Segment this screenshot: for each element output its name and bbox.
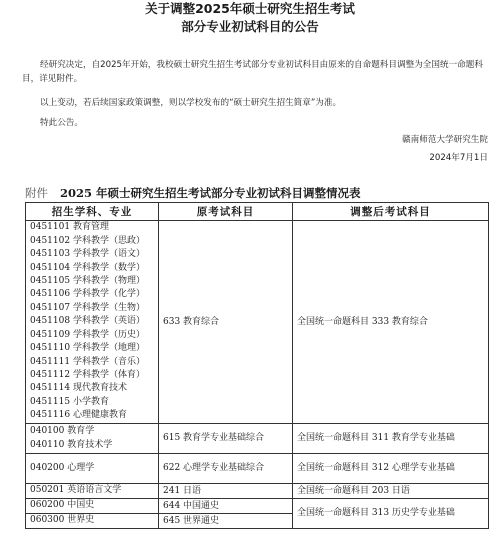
major-item: 0451103 学科教学（语文） <box>30 249 145 260</box>
annex-title-text: 2025 年硕士研究生招生考试部分专业初试科目调整情况表 <box>60 186 361 200</box>
major-item: 0451110 学科教学（地理） <box>30 343 145 354</box>
original-subject: 241 日语 <box>163 485 202 496</box>
major-item: 0451116 心理健康教育 <box>30 410 127 421</box>
notice-signer: 赣南师范大学研究生院 <box>402 135 488 145</box>
major-cell <box>26 499 159 514</box>
notice-title-line1: 关于调整2025年硕士研究生招生考试 <box>145 1 355 16</box>
major-item: 040100 教育学 <box>30 426 95 437</box>
adjusted-subject: 全国统一命题科目 311 教育学专业基础 <box>297 433 455 443</box>
table-row <box>26 484 489 499</box>
major-item: 0451111 学科教学（音乐） <box>30 356 145 367</box>
notice-paragraph-2: 以上变动，若后续国家政策调整，则以学校发布的“硕士研究生招生简章”为准。 <box>40 98 342 108</box>
major-item: 0451107 学科教学（生物） <box>30 302 145 313</box>
major-item: 0451101 教育管理 <box>30 222 109 233</box>
notice-header <box>0 0 500 36</box>
table-row <box>26 221 489 424</box>
original-subject: 644 中国通史 <box>163 500 220 511</box>
subject-adjustment-table <box>25 202 489 529</box>
table-row <box>26 424 489 454</box>
table-row <box>26 454 489 484</box>
annex-title <box>25 185 361 201</box>
original-subject-cell <box>159 499 293 514</box>
major-cell <box>26 514 159 529</box>
original-subject: 633 教育综合 <box>163 316 220 327</box>
original-subject: 622 心理学专业基础综合 <box>163 463 265 473</box>
annex-label: 附件 <box>25 186 48 200</box>
major-cell <box>26 221 159 424</box>
header-original-subject: 原考试科目 <box>159 203 293 221</box>
adjusted-subject-cell <box>293 484 489 499</box>
table-body <box>26 221 489 529</box>
major-item: 0451105 学科教学（物理） <box>30 276 145 287</box>
table-row <box>26 499 489 514</box>
major-item: 040110 教育技术学 <box>30 439 113 450</box>
original-subject-cell <box>159 221 293 424</box>
major-item: 0451108 学科教学（英语） <box>30 316 145 327</box>
header-adjusted-subject: 调整后考试科目 <box>293 203 489 221</box>
original-subject: 645 世界通史 <box>163 515 220 526</box>
adjusted-subject-cell <box>293 221 489 424</box>
adjusted-subject: 全国统一命题科目 203 日语 <box>297 485 410 496</box>
major-cell <box>26 484 159 499</box>
major-item: 0451112 学科教学（体育） <box>30 369 145 380</box>
major-item: 0451115 小学教育 <box>30 396 109 407</box>
original-subject-cell <box>159 454 293 484</box>
major-item: 0451104 学科教学（数学） <box>30 262 145 273</box>
adjusted-subject-cell <box>293 424 489 454</box>
major-cell <box>26 454 159 484</box>
original-subject-cell <box>159 484 293 499</box>
notice-title-line2: 部分专业初试科目的公告 <box>181 19 319 34</box>
adjusted-subject-cell <box>293 499 489 529</box>
major-item: 040200 心理学 <box>30 462 95 473</box>
original-subject-cell <box>159 514 293 529</box>
notice-paragraph-3: 特此公告。 <box>40 118 83 128</box>
major-cell <box>26 424 159 454</box>
major-item: 050201 英语语言文学 <box>30 485 122 496</box>
adjusted-subject: 全国统一命题科目 313 历史学专业基础 <box>297 508 455 518</box>
adjusted-subject: 全国统一命题科目 333 教育综合 <box>297 316 428 327</box>
major-item: 060200 中国史 <box>30 500 95 511</box>
adjusted-subject-cell <box>293 454 489 484</box>
adjusted-subject: 全国统一命题科目 312 心理学专业基础 <box>297 463 455 473</box>
original-subject-cell <box>159 424 293 454</box>
table-header-row <box>26 203 489 221</box>
major-item: 0451106 学科教学（化学） <box>30 289 145 300</box>
major-item: 060300 世界史 <box>30 515 95 526</box>
major-item: 0451102 学科教学（思政） <box>30 235 145 246</box>
original-subject: 615 教育学专业基础综合 <box>163 433 265 443</box>
notice-date: 2024年7月1日 <box>429 153 488 163</box>
major-item: 0451109 学科教学（历史） <box>30 329 145 340</box>
major-item: 0451114 现代教育技术 <box>30 383 127 394</box>
notice-paragraph-1: 经研究决定，自2025年开始，我校硕士研究生招生考试部分专业初试科目由原来的自命题科目调整为全国统一命题科目，详见附件。 <box>22 60 483 84</box>
header-major: 招生学科、专业 <box>26 203 159 221</box>
